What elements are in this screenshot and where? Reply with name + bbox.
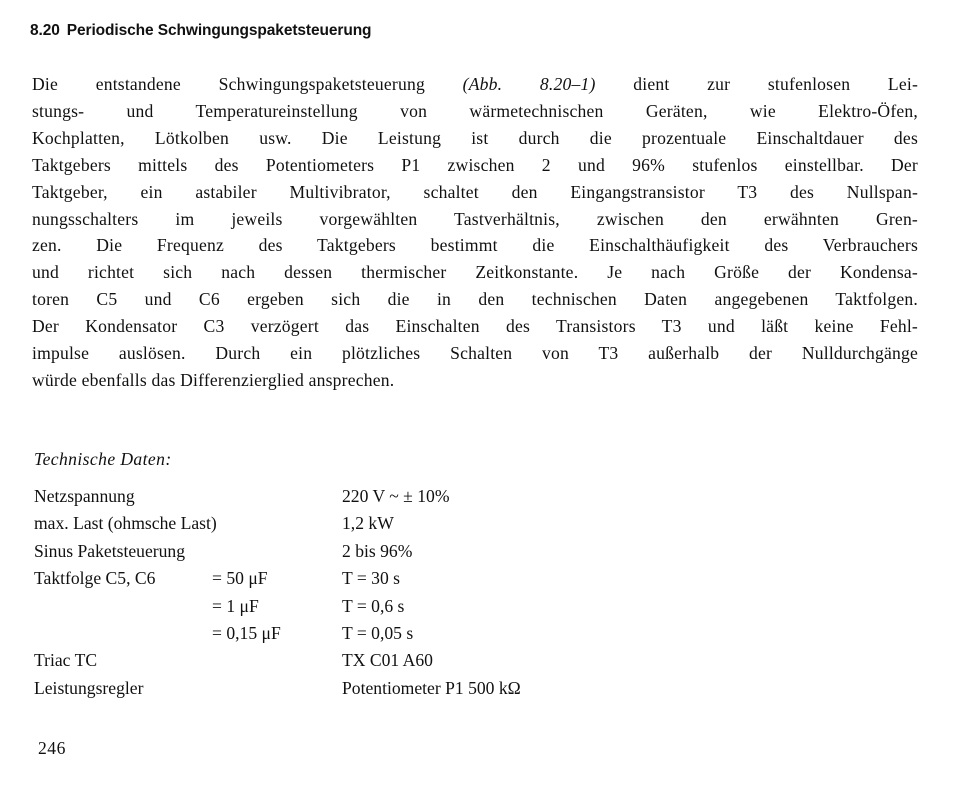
spec-label: Taktfolge C5, C6 bbox=[34, 568, 156, 589]
paragraph-line: toren C5 und C6 ergeben sich die in den technischen Daten angegebenen Taktfolgen. bbox=[32, 289, 918, 310]
paragraph-line bbox=[32, 71, 918, 98]
paragraph-line: Taktgeber, ein astabiler Multivibrator, schaltet den Eingangstransistor T3 des Nullspan- bbox=[32, 181, 918, 202]
spec-capacitance: = 1 μF bbox=[212, 595, 259, 616]
spec-capacitance: = 50 μF bbox=[212, 568, 268, 589]
spec-value: T = 30 s bbox=[342, 568, 400, 589]
body-paragraph bbox=[32, 71, 918, 394]
section-title: Periodische Schwingungspaketsteuerung bbox=[66, 22, 372, 39]
paragraph-line: nungsschalters im jeweils vorgewählten Tastverhältnis, zwischen den erwähnten Gren- bbox=[32, 208, 918, 229]
paragraph-line: Taktgebers mittels des Potentiometers P1 zwischen 2 und 96% stufenlos einstellbar. Der bbox=[32, 154, 918, 175]
spec-value: 220 V ~ ± 10% bbox=[342, 486, 450, 506]
spec-value: TX C01 A60 bbox=[342, 650, 433, 671]
paragraph-line: impulse auslösen. Durch ein plötzliches Schalten von T3 außerhalb der Nulldurchgänge bbox=[32, 343, 918, 364]
paragraph-line: stungs- und Temperatureinstellung von wärmetechnischen Geräten, wie Elektro-Öfen, bbox=[32, 100, 918, 121]
page-number: 246 bbox=[38, 738, 66, 758]
spec-value: Potentiometer P1 500 kΩ bbox=[342, 677, 521, 698]
figure-reference: (Abb. 8.20–1) bbox=[462, 74, 596, 94]
spec-value: 1,2 kW bbox=[342, 513, 394, 534]
spec-label: Sinus Paketsteuerung bbox=[34, 540, 185, 561]
spec-label: Triac TC bbox=[34, 650, 98, 671]
spec-value: T = 0,6 s bbox=[342, 595, 405, 616]
paragraph-line: würde ebenfalls das Differenzierglied ansprechen. bbox=[32, 369, 395, 390]
spec-label: Leistungsregler bbox=[34, 677, 144, 698]
spec-value: T = 0,05 s bbox=[342, 622, 414, 643]
spec-label: Netzspannung bbox=[34, 486, 135, 506]
section-heading bbox=[30, 22, 371, 40]
section-number: 8.20 bbox=[30, 22, 60, 39]
paragraph-line: zen. Die Frequenz des Taktgebers bestimmt die Einschalthäufigkeit des Verbrauchers bbox=[32, 235, 918, 256]
technical-data-title: Technische Daten: bbox=[34, 449, 172, 469]
spec-value: 2 bis 96% bbox=[342, 540, 413, 561]
paragraph-text: Die entstandene Schwingungspaketsteuerung bbox=[32, 74, 463, 94]
paragraph-line: und richtet sich nach dessen thermischer Zeitkonstante. Je nach Größe der Kondensa- bbox=[32, 262, 918, 283]
spec-capacitance: = 0,15 μF bbox=[212, 622, 281, 643]
spec-label: max. Last (ohmsche Last) bbox=[34, 513, 217, 534]
paragraph-text: dient zur stufenlosen Lei- bbox=[595, 74, 919, 94]
paragraph-line: Kochplatten, Lötkolben usw. Die Leistung ist durch die prozentuale Einschaltdauer des bbox=[32, 127, 918, 148]
paragraph-line: Der Kondensator C3 verzögert das Einschalten des Transistors T3 und läßt keine Fehl- bbox=[32, 316, 918, 337]
